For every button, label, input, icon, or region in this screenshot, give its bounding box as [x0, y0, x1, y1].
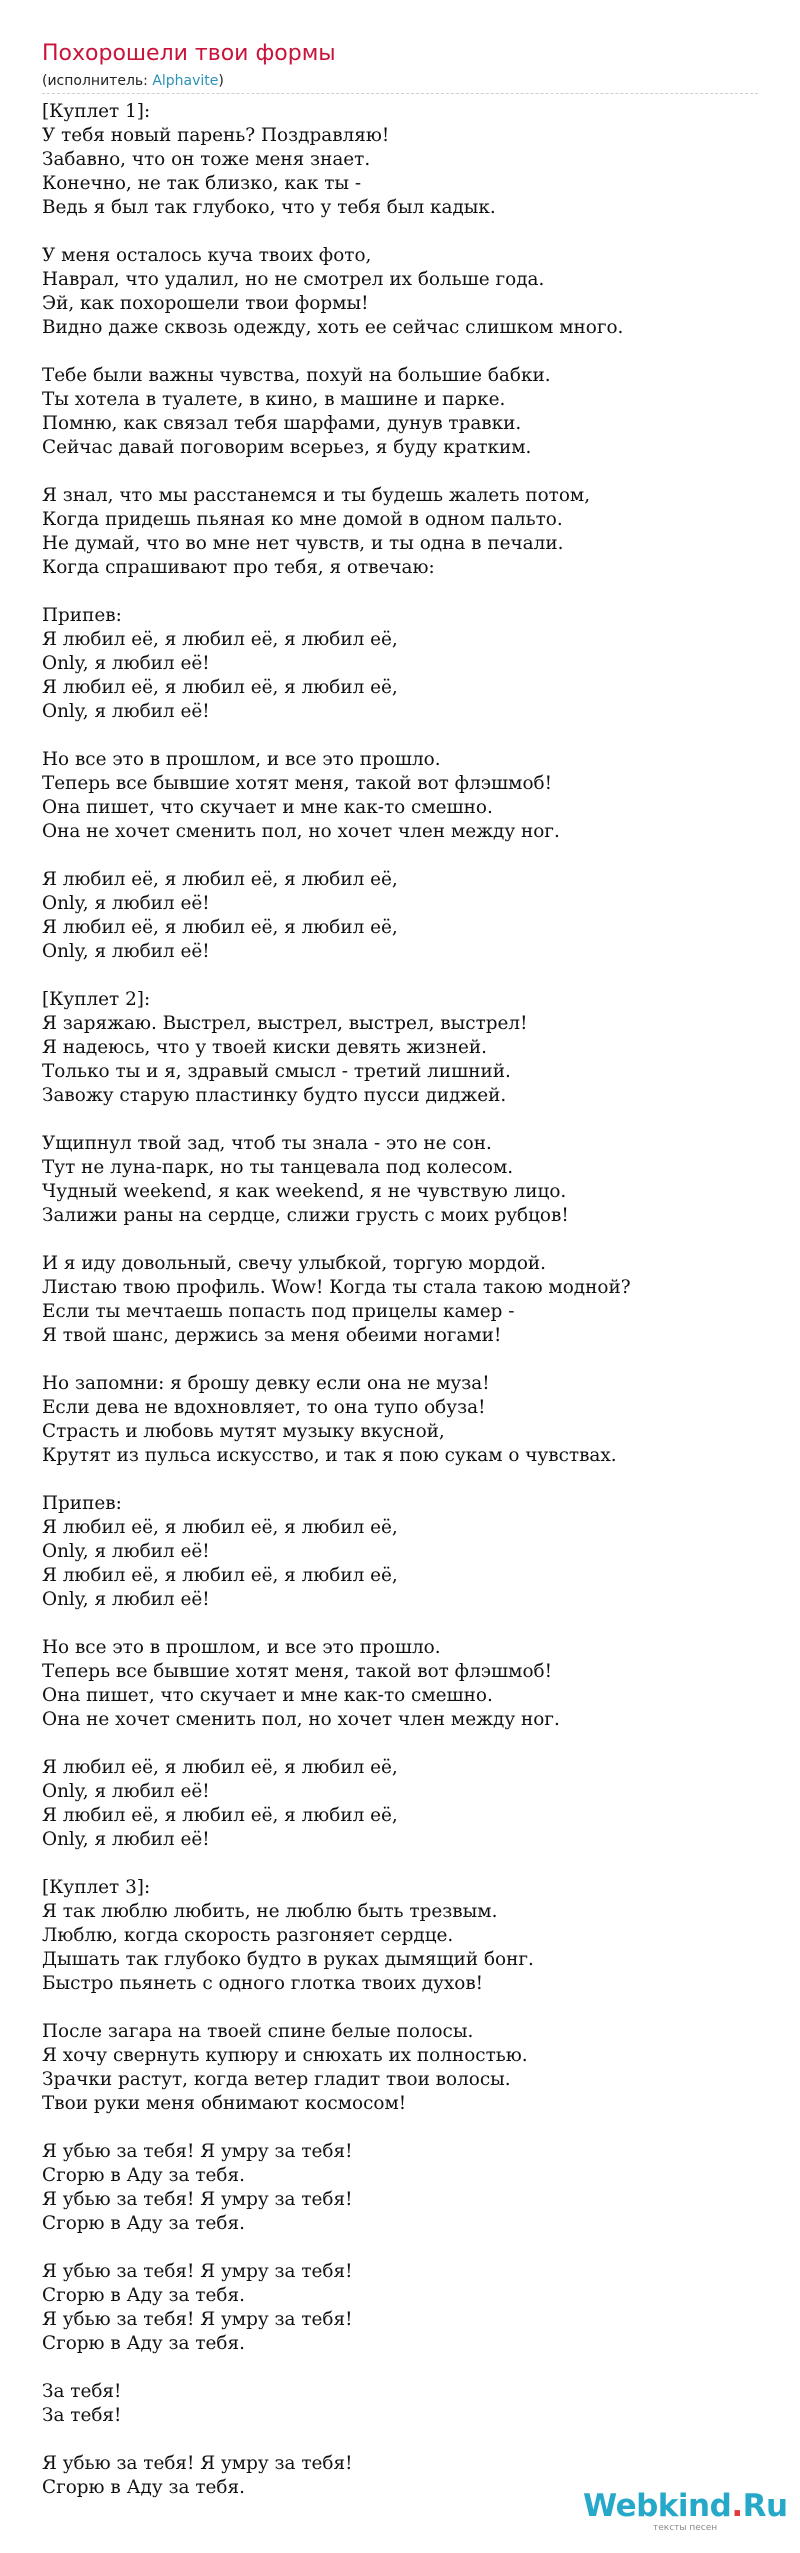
lyrics-line: Я любил её, я любил её, я любил её,	[42, 917, 398, 938]
song-title: Похорошели твои формы	[42, 41, 336, 66]
lyrics-line: Сейчас давай поговорим всерьез, я буду кратким.	[42, 437, 532, 458]
lyrics-line: Но запомни: я брошу девку если она не муза!	[42, 1373, 490, 1394]
lyrics-line: Only, я любил её!	[42, 1781, 210, 1802]
lyrics-line: Быстро пьянеть с одного глотка твоих духов!	[42, 1973, 484, 1994]
logo-tagline: тексты песен	[653, 2523, 718, 2533]
lyrics-line: Припев:	[42, 1493, 122, 1514]
lyrics-line: Видно даже сквозь одежду, хоть ее сейчас слишком много.	[42, 317, 624, 338]
lyrics-blank-line	[42, 1348, 758, 1372]
lyrics-line: Я заряжаю. Выстрел, выстрел, выстрел, выстрел!	[42, 1013, 528, 1034]
lyrics-line: Помню, как связал тебя шарфами, дунув травки.	[42, 413, 522, 434]
lyrics-line: Я убью за тебя! Я умру за тебя!	[42, 2141, 353, 2162]
lyrics-line: Я знал, что мы расстанемся и ты будешь жалеть потом,	[42, 485, 591, 506]
lyrics-line: Сгорю в Аду за тебя.	[42, 2477, 245, 2498]
logo-name: Webkind	[583, 2488, 732, 2524]
lyrics-line: Если ты мечтаешь попасть под прицелы камер -	[42, 1301, 515, 1322]
lyrics-line: Ведь я был так глубоко, что у тебя был кадык.	[42, 197, 496, 218]
lyrics-blank-line	[42, 1732, 758, 1756]
lyrics-line: Люблю, когда скорость разгоняет сердце.	[42, 1925, 454, 1946]
lyrics-blank-line	[42, 460, 758, 484]
lyrics-line: Она не хочет сменить пол, но хочет член между ног.	[42, 821, 560, 842]
lyrics-line: За тебя!	[42, 2381, 122, 2402]
lyrics-line: Эй, как похорошели твои формы!	[42, 293, 369, 314]
lyrics-line: Сгорю в Аду за тебя.	[42, 2285, 245, 2306]
lyrics-line: И я иду довольный, свечу улыбкой, торгую мордой.	[42, 1253, 547, 1274]
lyrics-line: Крутят из пульса искусство, и так я пою сукам о чувствах.	[42, 1445, 617, 1466]
lyrics-line: Я любил её, я любил её, я любил её,	[42, 677, 398, 698]
lyrics-line: Чудный weekend, я как weekend, я не чувствую лицо.	[42, 1181, 567, 1202]
lyrics-blank-line	[42, 724, 758, 748]
lyrics-line: Я любил её, я любил её, я любил её,	[42, 1757, 398, 1778]
lyrics-line: Но все это в прошлом, и все это прошло.	[42, 1637, 441, 1658]
lyrics-line: [Куплет 3]:	[42, 1877, 151, 1898]
lyrics-line: [Куплет 2]:	[42, 989, 151, 1010]
lyrics-blank-line	[42, 340, 758, 364]
lyrics-line: Я любил её, я любил её, я любил её,	[42, 1565, 398, 1586]
lyrics-blank-line	[42, 1612, 758, 1636]
lyrics-blank-line	[42, 1108, 758, 1132]
lyrics-line: Забавно, что он тоже меня знает.	[42, 149, 371, 170]
lyrics-line: Страсть и любовь мутят музыку вкусной,	[42, 1421, 445, 1442]
lyrics-line: Наврал, что удалил, но не смотрел их больше года.	[42, 269, 545, 290]
lyrics-line: Сгорю в Аду за тебя.	[42, 2213, 245, 2234]
lyrics-line: Теперь все бывшие хотят меня, такой вот флэшмоб!	[42, 773, 552, 794]
performer-line	[42, 72, 758, 90]
lyrics-line: Only, я любил её!	[42, 1589, 210, 1610]
lyrics-line: Я убью за тебя! Я умру за тебя!	[42, 2453, 353, 2474]
lyrics-line: Я убью за тебя! Я умру за тебя!	[42, 2189, 353, 2210]
lyrics-blank-line	[42, 844, 758, 868]
lyrics-line: Завожу старую пластинку будто пусси диджей.	[42, 1085, 507, 1106]
lyrics-line: Она не хочет сменить пол, но хочет член между ног.	[42, 1709, 560, 1730]
lyrics-line: Я любил её, я любил её, я любил её,	[42, 629, 398, 650]
lyrics-line: Я твой шанс, держись за меня обеими ногами!	[42, 1325, 502, 1346]
lyrics-blank-line	[42, 1996, 758, 2020]
logo-tld: Ru	[742, 2488, 788, 2524]
lyrics-line: Она пишет, что скучает и мне как-то смешно.	[42, 797, 493, 818]
lyrics-line: Я так люблю любить, не люблю быть трезвым.	[42, 1901, 498, 1922]
webkind-logo[interactable]	[583, 2488, 788, 2538]
lyrics-line: Теперь все бывшие хотят меня, такой вот флэшмоб!	[42, 1661, 552, 1682]
lyrics-line: Ты хотела в туалете, в кино, в машине и парке.	[42, 389, 506, 410]
lyrics-blank-line	[42, 1468, 758, 1492]
lyrics-blank-line	[42, 580, 758, 604]
lyrics-line: Ущипнул твой зад, чтоб ты знала - это не сон.	[42, 1133, 492, 1154]
lyrics-line: Я любил её, я любил её, я любил её,	[42, 1805, 398, 1826]
lyrics-blank-line	[42, 2428, 758, 2452]
lyrics-blank-line	[42, 2236, 758, 2260]
lyrics-line: Тут не луна-парк, но ты танцевала под колесом.	[42, 1157, 514, 1178]
lyrics-line: Only, я любил её!	[42, 653, 210, 674]
lyrics-blank-line	[42, 1852, 758, 1876]
lyrics-line: Она пишет, что скучает и мне как-то смешно.	[42, 1685, 493, 1706]
lyrics-line: Only, я любил её!	[42, 1541, 210, 1562]
lyrics-line: Твои руки меня обнимают космосом!	[42, 2093, 407, 2114]
song-header	[42, 40, 758, 94]
lyrics-line: Я хочу свернуть купюру и снюхать их полностью.	[42, 2045, 528, 2066]
lyrics-blank-line	[42, 2116, 758, 2140]
lyrics-line: Only, я любил её!	[42, 1829, 210, 1850]
lyrics-blank-line	[42, 2356, 758, 2380]
lyrics-line: Но все это в прошлом, и все это прошло.	[42, 749, 441, 770]
lyrics-line: Я любил её, я любил её, я любил её,	[42, 869, 398, 890]
lyrics-blank-line	[42, 1228, 758, 1252]
lyrics-line: Листаю твою профиль. Wow! Когда ты стала такою модной?	[42, 1277, 631, 1298]
lyrics-line: Только ты и я, здравый смысл - третий лишний.	[42, 1061, 511, 1082]
logo-dot: .	[731, 2488, 743, 2524]
lyrics-text	[42, 100, 758, 2500]
performer-suffix: )	[218, 73, 224, 89]
lyrics-line: После загара на твоей спине белые полосы.	[42, 2021, 474, 2042]
lyrics-line: Я убью за тебя! Я умру за тебя!	[42, 2309, 353, 2330]
lyrics-line: Дышать так глубоко будто в руках дымящий бонг.	[42, 1949, 534, 1970]
lyrics-line: Когда спрашивают про тебя, я отвечаю:	[42, 557, 435, 578]
performer-prefix: (исполнитель:	[42, 73, 153, 89]
lyrics-line: Сгорю в Аду за тебя.	[42, 2165, 245, 2186]
lyrics-line: Залижи раны на сердце, слижи грусть с моих рубцов!	[42, 1205, 569, 1226]
lyrics-line: Конечно, не так близко, как ты -	[42, 173, 362, 194]
lyrics-line: [Куплет 1]:	[42, 101, 151, 122]
lyrics-line: Я убью за тебя! Я умру за тебя!	[42, 2261, 353, 2282]
lyrics-line: Если дева не вдохновляет, то она тупо обуза!	[42, 1397, 486, 1418]
lyrics-line: Only, я любил её!	[42, 941, 210, 962]
lyrics-line: Я любил её, я любил её, я любил её,	[42, 1517, 398, 1538]
lyrics-line: Зрачки растут, когда ветер гладит твои волосы.	[42, 2069, 511, 2090]
lyrics-line: Сгорю в Аду за тебя.	[42, 2333, 245, 2354]
lyrics-line: У меня осталось куча твоих фото,	[42, 245, 372, 266]
lyrics-line: У тебя новый парень? Поздравляю!	[42, 125, 390, 146]
lyrics-line: За тебя!	[42, 2405, 122, 2426]
performer-link[interactable]: Alphavite	[152, 73, 219, 89]
header-divider	[42, 93, 758, 94]
lyrics-line: Когда придешь пьяная ко мне домой в одном пальто.	[42, 509, 563, 530]
lyrics-line: Тебе были важны чувства, похуй на большие бабки.	[42, 365, 551, 386]
lyrics-line: Я надеюсь, что у твоей киски девять жизней.	[42, 1037, 487, 1058]
lyrics-blank-line	[42, 964, 758, 988]
lyrics-line: Only, я любил её!	[42, 893, 210, 914]
logo-wordmark	[583, 2488, 788, 2524]
lyrics-line: Не думай, что во мне нет чувств, и ты одна в печали.	[42, 533, 564, 554]
lyrics-line: Припев:	[42, 605, 122, 626]
lyrics-line: Only, я любил её!	[42, 701, 210, 722]
lyrics-blank-line	[42, 220, 758, 244]
